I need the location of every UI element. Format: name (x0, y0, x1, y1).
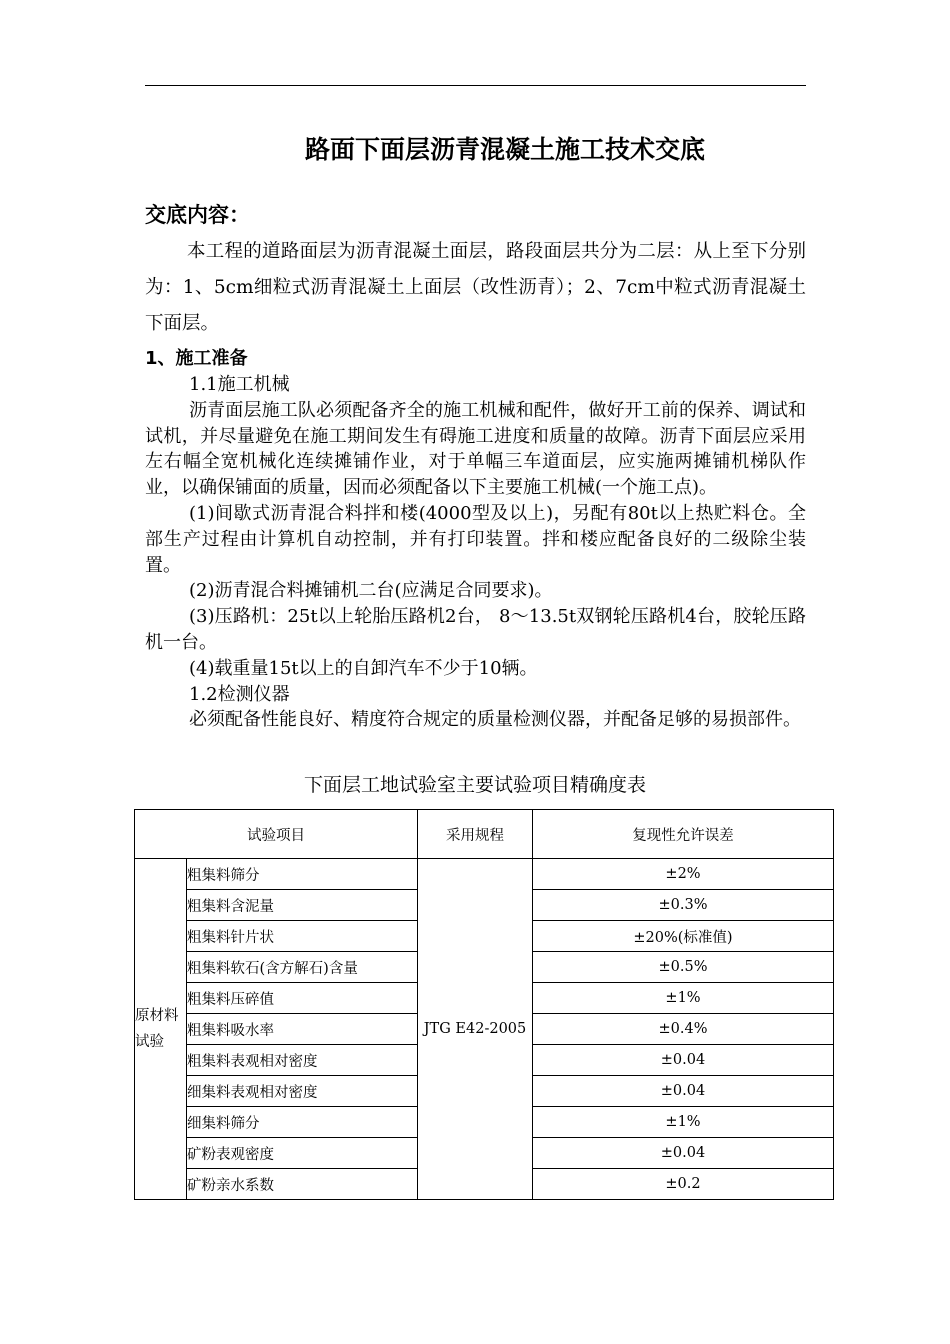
header-test-item: 试验项目 (135, 810, 418, 859)
equipment-item-3: (3)压路机：25t以上轮胎压路机2台， 8～13.5t双钢轮压路机4台，胶轮压路机一台。 (145, 606, 806, 653)
tolerance-cell: ±0.4% (533, 1014, 834, 1045)
paragraph-1-1: 沥青面层施工队必须配备齐全的施工机械和配件，做好开工前的保养、调试和试机，并尽量避免在施工期间发生有碍施工进度和质量的故障。沥青下面层应采用左右幅全宽机械化连续摊铺作业，对于单幅三车道面层，应实施两摊铺机梯队作业，以确保铺面的质量，因而必须配备以下主要施工机械(一个施工点)。 (145, 399, 806, 499)
tolerance-cell: ±0.2 (533, 1169, 834, 1200)
test-item-cell: 粗集料吸水率 (187, 1014, 418, 1045)
test-item-cell: 粗集料表观相对密度 (187, 1045, 418, 1076)
header-spec: 采用规程 (418, 810, 533, 859)
equipment-item-4: (4)载重量15t以上的自卸汽车不少于10辆。 (189, 657, 538, 679)
precision-table (134, 809, 834, 1200)
subsection-1-1-heading: 1.1施工机械 (189, 374, 290, 395)
document-title: 路面下面层沥青混凝土施工技术交底 (304, 135, 705, 164)
test-item-cell: 粗集料含泥量 (187, 890, 418, 921)
table-row (135, 859, 834, 890)
subsection-1-2-heading: 1.2检测仪器 (189, 683, 290, 705)
test-item-cell: 粗集料筛分 (187, 859, 418, 890)
category-cell: 原材料试验 (135, 859, 187, 1200)
table-header-row (135, 810, 834, 859)
section-1-body (145, 372, 806, 733)
table-caption: 下面层工地试验室主要试验项目精确度表 (303, 774, 646, 796)
tolerance-cell: ±0.04 (533, 1076, 834, 1107)
test-item-cell: 粗集料压碎值 (187, 983, 418, 1014)
intro-paragraph: 本工程的道路面层为沥青混凝土面层，路段面层共分为二层：从上至下分别为：1、5cm细粒式沥青混凝土上面层（改性沥青）；2、7cm中粒式沥青混凝土下面层。 (145, 241, 806, 334)
header-tolerance: 复现性允许误差 (533, 810, 834, 859)
tolerance-cell: ±0.04 (533, 1138, 834, 1169)
test-item-cell: 矿粉表观密度 (187, 1138, 418, 1169)
tolerance-cell: ±1% (533, 983, 834, 1014)
test-item-cell: 细集料筛分 (187, 1107, 418, 1138)
tolerance-cell: ±20%(标准值) (533, 921, 834, 952)
test-item-cell: 矿粉亲水系数 (187, 1169, 418, 1200)
spec-cell: JTG E42-2005 (418, 859, 533, 1200)
tolerance-cell: ±0.3% (533, 890, 834, 921)
paragraph-1-2: 必须配备性能良好、精度符合规定的质量检测仪器，并配备足够的易损部件。 (189, 709, 801, 731)
test-item-cell: 细集料表观相对密度 (187, 1076, 418, 1107)
test-item-cell: 粗集料针片状 (187, 921, 418, 952)
section-1-heading: 1、施工准备 (145, 348, 248, 369)
equipment-item-2: (2)沥青混合料摊铺机二台(应满足合同要求)。 (189, 580, 553, 602)
tolerance-cell: ±2% (533, 859, 834, 890)
tolerance-cell: ±0.04 (533, 1045, 834, 1076)
intro-heading: 交底内容： (145, 203, 250, 227)
header-rule (145, 85, 806, 86)
test-item-cell: 粗集料软石(含方解石)含量 (187, 952, 418, 983)
tolerance-cell: ±0.5% (533, 952, 834, 983)
tolerance-cell: ±1% (533, 1107, 834, 1138)
equipment-item-1: (1)间歇式沥青混合料拌和楼(4000型及以上)，另配有80t以上热贮料仓。全部生产过程由计算机自动控制，并有打印装置。拌和楼应配备良好的二级除尘装置。 (145, 502, 806, 576)
